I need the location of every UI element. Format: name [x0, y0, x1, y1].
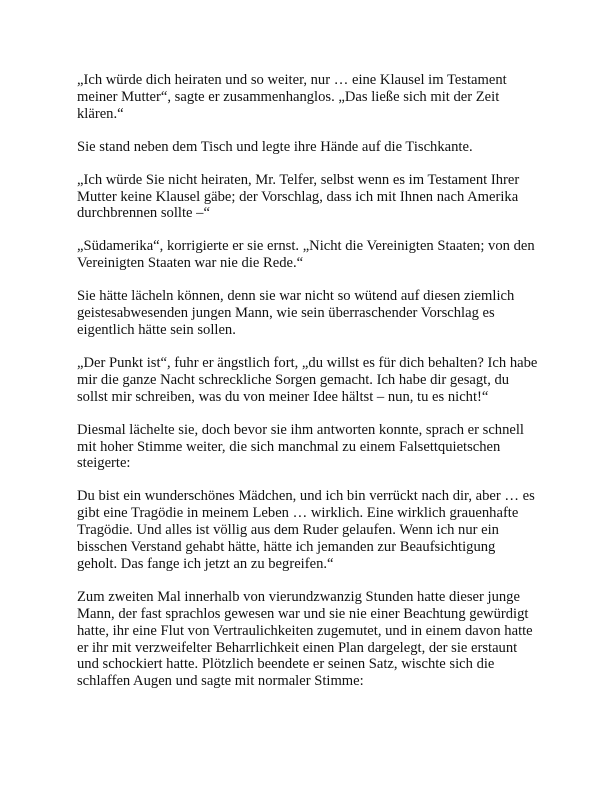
paragraph-1: „Ich würde dich heiraten und so weiter, nur … eine Klausel im Testament meiner Mutter“, sagte er zusammenhanglos. „Das ließe sich mit der Zeit klären.“: [77, 72, 507, 122]
paragraph-9: Zum zweiten Mal innerhalb von vierundzwanzig Stunden hatte dieser junge Mann, der fast sprachlos gewesen war und sie nie einer Beachtung gewürdigt hatte, ihr eine Flut von Vertraulichkeiten zugemutet, und in einem davon hatte er ihr mit verzweifelter Beharrlichkeit einen Plan dargelegt, der sie erstaunt und schockiert hatte. Plötzlich beendete er seinen Satz, wischte sich die schlaffen Augen und sagte mit normaler Stimme:: [77, 588, 533, 690]
paragraph-3: „Ich würde Sie nicht heiraten, Mr. Telfer, selbst wenn es im Testament Ihrer Mutter keine Klausel gäbe; der Vorschlag, dass ich mit Ihnen nach Amerika durchbrennen sollte –“: [77, 171, 520, 222]
paragraph-4: „Südamerika“, korrigierte er sie ernst. „Nicht die Vereinigten Staaten; von den Vereinigten Staaten war nie die Rede.“: [77, 238, 535, 272]
paragraph-7: Diesmal lächelte sie, doch bevor sie ihm antworten konnte, sprach er schnell mit hoher Stimme weiter, die sich manchmal zu einem Falsettquietschen steigerte:: [77, 421, 524, 472]
paragraph-6: „Der Punkt ist“, fuhr er ängstlich fort, „du willst es für dich behalten? Ich habe mir die ganze Nacht schreckliche Sorgen gemacht. Ich habe dir gesagt, du sollst mir schreiben, was du von meiner Idee hältst – nun, tu es nicht!“: [77, 354, 538, 405]
paragraph-5: Sie hätte lächeln können, denn sie war nicht so wütend auf diesen ziemlich geistesabwesenden jungen Mann, wie sein überraschender Vorschlag es eigentlich hätte sein sollen.: [77, 288, 515, 338]
paragraph-8: Du bist ein wunderschönes Mädchen, und ich bin verrückt nach dir, aber … es gibt eine Tragödie in meinem Leben … wirklich. Eine wirklich grauenhafte Tragödie. Und alles ist völlig aus dem Ruder gelaufen. Wenn ich nur ein bisschen Verstand gehabt hätte, hätte ich jemanden zur Beaufsichtigung geholt. Das fange ich jetzt an zu begreifen.“: [77, 488, 535, 572]
document-page: [77, 72, 539, 706]
paragraph-2: Sie stand neben dem Tisch und legte ihre Hände auf die Tischkante.: [77, 138, 473, 155]
